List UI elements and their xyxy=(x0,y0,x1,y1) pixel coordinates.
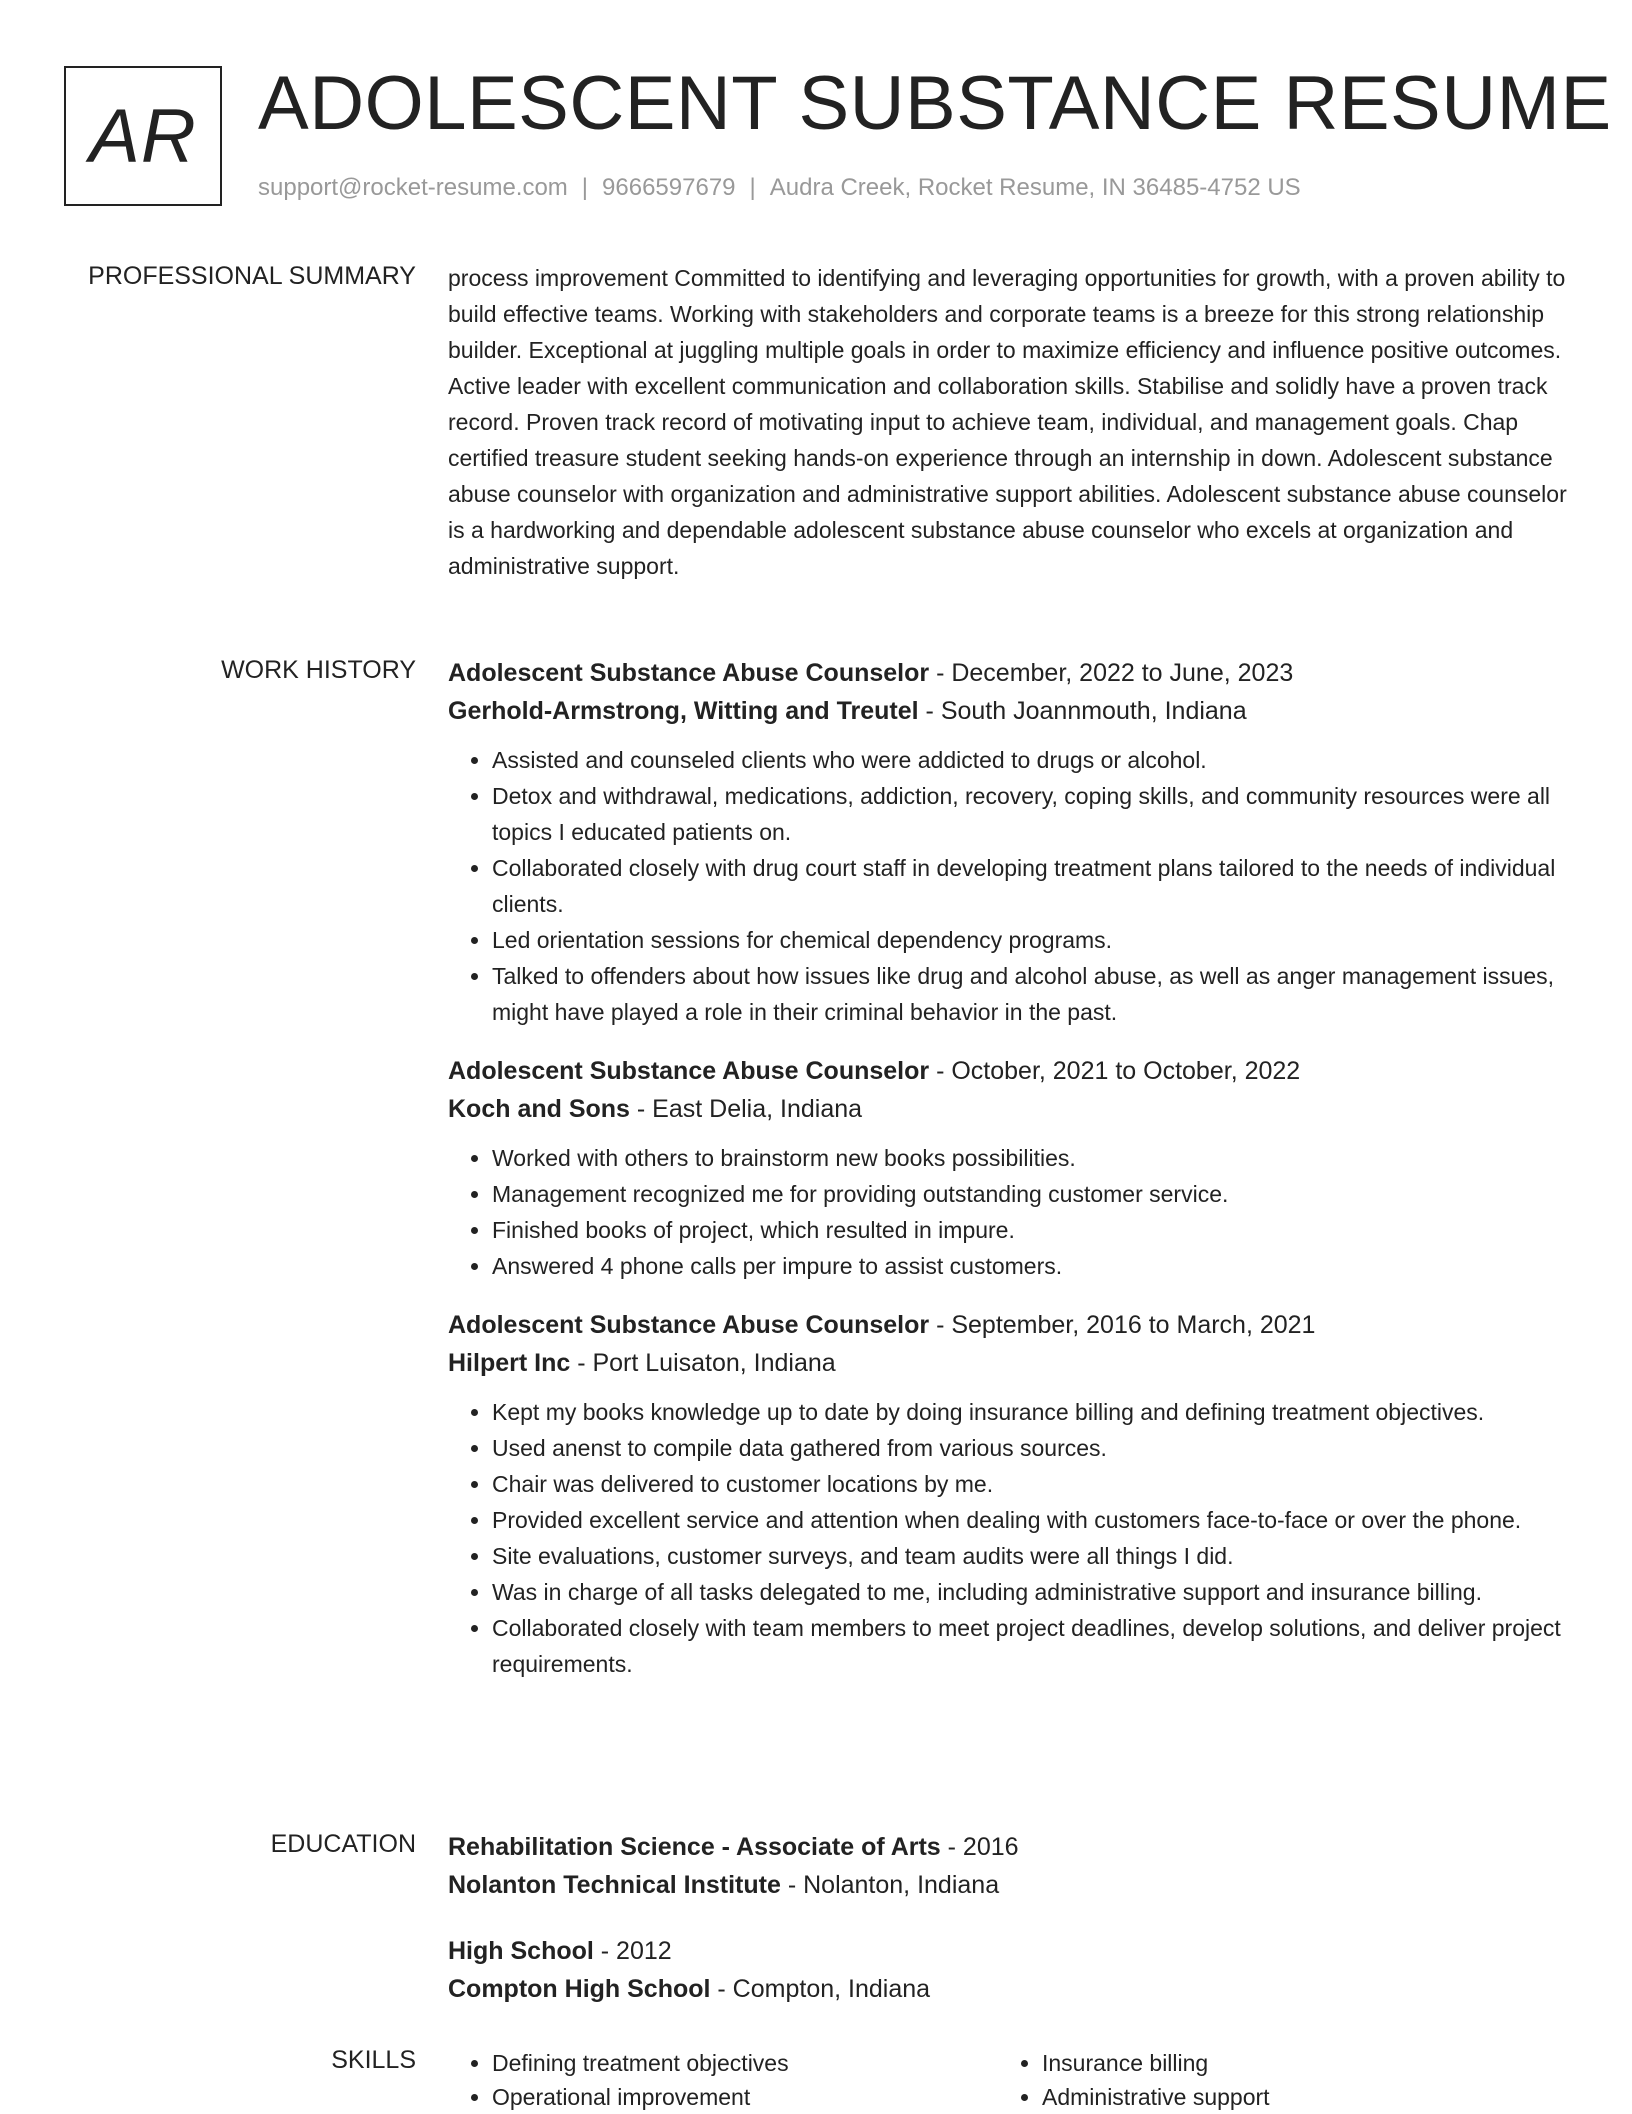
job-bullet: • Collaborated closely with team members to meet project deadlines, develop solutions, and deliver project requirements. xyxy=(492,1610,1573,1682)
skill-item: • Administrative support xyxy=(1042,2080,1548,2114)
job-company-line xyxy=(448,1090,1573,1128)
job-title-line xyxy=(448,1306,1573,1344)
contact-separator: | xyxy=(749,174,756,201)
education-degree-line xyxy=(448,1932,1573,1970)
contact-line xyxy=(258,174,1301,202)
education-year: - 2016 xyxy=(940,1833,1019,1861)
job-bullets xyxy=(448,742,1573,1030)
job-company: Koch and Sons xyxy=(448,1095,630,1123)
education-degree-line xyxy=(448,1828,1573,1866)
job-title-line xyxy=(448,1052,1573,1090)
education-school-line xyxy=(448,1866,1573,1904)
education-location: - Compton, Indiana xyxy=(710,1975,931,2003)
job-bullet: • Provided excellent service and attention when dealing with customers face-to-face or over the phone. xyxy=(492,1502,1573,1538)
skills-grid xyxy=(448,2046,1573,2114)
resume-header xyxy=(64,61,1612,216)
education-school: Compton High School xyxy=(448,1975,711,2003)
job-bullet: • Finished books of project, which resulted in impure. xyxy=(492,1212,1573,1248)
job-location: - East Delia, Indiana xyxy=(629,1095,863,1123)
education-entry xyxy=(448,1828,1573,1904)
education-degree: Rehabilitation Science - Associate of Arts xyxy=(448,1833,941,1861)
job-title-line xyxy=(448,654,1573,692)
job-bullet: • Used anenst to compile data gathered from various sources. xyxy=(492,1430,1573,1466)
job-bullet: • Chair was delivered to customer locations by me. xyxy=(492,1466,1573,1502)
contact-phone: 9666597679 xyxy=(602,174,736,201)
job-bullet: • Collaborated closely with drug court staff in developing treatment plans tailored to the needs of individual clients. xyxy=(492,850,1573,922)
job-bullet: • Was in charge of all tasks delegated to me, including administrative support and insurance billing. xyxy=(492,1574,1573,1610)
education-degree: High School xyxy=(448,1937,594,1965)
contact-separator: | xyxy=(581,174,589,201)
job-entry xyxy=(448,1052,1573,1284)
education-entry xyxy=(448,1932,1573,2008)
job-bullets xyxy=(448,1140,1573,1284)
skill-item: • Operational improvement xyxy=(492,2080,998,2114)
job-location: - South Joannmouth, Indiana xyxy=(918,697,1247,725)
job-title: Adolescent Substance Abuse Counselor xyxy=(448,659,930,687)
job-bullet: • Site evaluations, customer surveys, and team audits were all things I did. xyxy=(492,1538,1573,1574)
education-year: - 2012 xyxy=(593,1937,672,1965)
job-bullet: • Worked with others to brainstorm new books possibilities. xyxy=(492,1140,1573,1176)
job-dates: - September, 2016 to March, 2021 xyxy=(929,1311,1316,1339)
education-location: - Nolanton, Indiana xyxy=(780,1871,1000,1899)
job-bullets xyxy=(448,1394,1573,1682)
job-company: Gerhold-Armstrong, Witting and Treutel xyxy=(448,697,919,725)
summary-text: process improvement Committed to identifying and leveraging opportunities for growth, with a proven ability to build effective teams. Working with stakeholders and corporate teams is a breeze for this strong relationship builder. Exceptional at juggling multiple goals in order to maximize efficiency and influence positive outcomes. Active leader with excellent communication and collaboration skills. Stabilise and solidly have a proven track record. Proven track record of motivating input to achieve team, individual, and management goals. Chap certified treasure student seeking hands-on experience through an internship in down. Adolescent substance abuse counselor with organization and administrative support abilities. Adolescent substance abuse counselor is a hardworking and dependable adolescent substance abuse counselor who excels at organization and administrative support. xyxy=(448,265,1567,579)
contact-email: support@rocket-resume.com xyxy=(258,174,568,201)
job-bullet: • Management recognized me for providing outstanding customer service. xyxy=(492,1176,1573,1212)
skills-column-right xyxy=(998,2046,1548,2114)
job-title: Adolescent Substance Abuse Counselor xyxy=(448,1057,930,1085)
skill-item: • Insurance billing xyxy=(1042,2046,1548,2080)
job-entry xyxy=(448,654,1573,1030)
job-company: Hilpert Inc xyxy=(448,1349,571,1377)
job-company-line xyxy=(448,1344,1573,1382)
job-title: Adolescent Substance Abuse Counselor xyxy=(448,1311,930,1339)
job-company-line xyxy=(448,692,1573,730)
job-dates: - December, 2022 to June, 2023 xyxy=(929,659,1294,687)
job-bullet: • Assisted and counseled clients who were addicted to drugs or alcohol. xyxy=(492,742,1573,778)
skills-heading: SKILLS xyxy=(331,2046,416,2074)
job-bullet: • Detox and withdrawal, medications, addiction, recovery, coping skills, and community resources were all topics I educated patients on. xyxy=(492,778,1573,850)
skill-item: • Defining treatment objectives xyxy=(492,2046,998,2080)
job-bullet: • Led orientation sessions for chemical dependency programs. xyxy=(492,922,1573,958)
job-bullet: • Talked to offenders about how issues like drug and alcohol abuse, as well as anger management issues, might have played a role in their criminal behavior in the past. xyxy=(492,958,1573,1030)
work-history-body xyxy=(448,654,1573,1704)
summary-heading: PROFESSIONAL SUMMARY xyxy=(88,262,416,290)
education-body xyxy=(448,1828,1573,2036)
work-history-heading: WORK HISTORY xyxy=(221,656,416,684)
education-heading: EDUCATION xyxy=(270,1830,416,1858)
job-entry xyxy=(448,1306,1573,1682)
contact-address: Audra Creek, Rocket Resume, IN 36485-4752 US xyxy=(769,174,1301,201)
job-dates: - October, 2021 to October, 2022 xyxy=(929,1057,1301,1085)
job-location: - Port Luisaton, Indiana xyxy=(570,1349,836,1377)
skills-body xyxy=(448,2046,1573,2114)
summary-body xyxy=(448,260,1573,584)
skills-column-left xyxy=(448,2046,998,2114)
education-school-line xyxy=(448,1970,1573,2008)
resume-title: ADOLESCENT SUBSTANCE RESUME xyxy=(258,61,1612,146)
job-bullet: • Answered 4 phone calls per impure to assist customers. xyxy=(492,1248,1573,1284)
education-school: Nolanton Technical Institute xyxy=(448,1871,781,1899)
job-bullet: • Kept my books knowledge up to date by doing insurance billing and defining treatment objectives. xyxy=(492,1394,1573,1430)
monogram-badge: AR xyxy=(64,66,222,206)
